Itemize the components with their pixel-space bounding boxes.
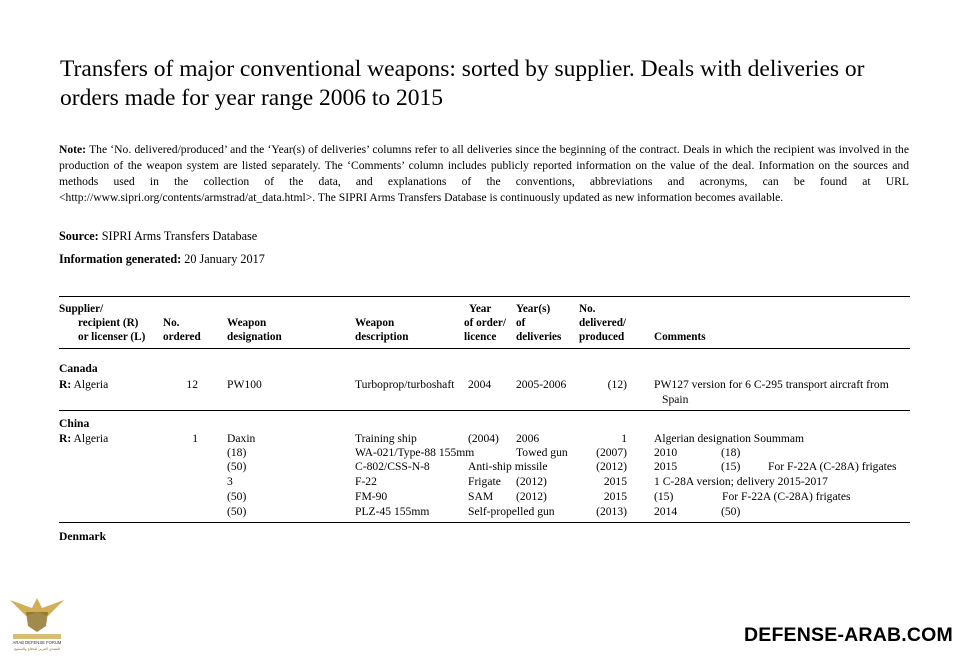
header-description-2: description <box>355 331 409 343</box>
header-order-year-2: of order/ <box>464 317 506 329</box>
comment-cell: Algerian designation Soummam <box>654 432 805 445</box>
row4-description: Frigate <box>468 475 501 488</box>
note-paragraph <box>59 142 909 206</box>
row2-delivery-years: 2010 <box>654 446 678 459</box>
recipient-prefix: R: <box>59 378 72 391</box>
ordered-cell: 12 <box>186 378 198 391</box>
row5-designation: FM-90 <box>355 490 388 503</box>
row5-comment: For F-22A (C-28A) frigates <box>722 490 851 503</box>
header-order-year-1: Year <box>469 303 492 315</box>
header-delivered-2: delivered/ <box>579 317 627 329</box>
source-value: SIPRI Arms Transfers Database <box>101 229 258 243</box>
row2-ordered: (18) <box>227 446 247 459</box>
delivery-years-cell: 2006 <box>516 432 540 445</box>
ordered-cell: 1 <box>192 432 198 445</box>
comment-cell: PW127 version for 6 C-295 transport aircraft from <box>654 378 889 391</box>
svg-text:ARAB DEFENSE FORUM: ARAB DEFENSE FORUM <box>12 640 62 645</box>
generated-value: 20 January 2017 <box>184 252 265 266</box>
row5-description: SAM <box>468 490 494 503</box>
supplier-name: Canada <box>59 362 98 375</box>
delivery-years-cell: 2005-2006 <box>516 378 567 391</box>
header-delivery-years-2: of <box>516 317 526 329</box>
row4-designation: F-22 <box>355 475 377 488</box>
row6-delivered: (50) <box>721 505 741 518</box>
comment-cell-continued: Spain <box>662 393 689 406</box>
header-designation-1: Weapon <box>227 317 267 329</box>
designation-cell: Daxin <box>227 432 256 445</box>
note-text: The ‘No. delivered/produced’ and the ‘Year(s) of deliveries’ columns refer to all deliveries since the beginning of the contract. Deals in which the recipient was involved in the production of the weapon system are listed separately. The ‘Comments’ column includes publicly reported information on the value of the deal. Information on the sources and methods used in the collection of the data, and explanations of the conventions, abbreviations and acronyms, can be found at URL <http://www.sipri.org/contents/armstrad/at_data.html>. The SIPRI Arms Transfers Database is continuously updated as new information becomes available. <box>59 143 909 205</box>
row6-description: Self-propelled gun <box>468 505 555 518</box>
row6-ordered: (50) <box>227 505 247 518</box>
row6-order-year: (2013) <box>596 505 627 518</box>
section-rule-canada <box>59 410 910 411</box>
row5-ordered: (50) <box>227 490 247 503</box>
table-header-rule <box>59 348 910 349</box>
row3-ordered: (50) <box>227 460 247 473</box>
header-delivery-years-3: deliveries <box>516 331 562 343</box>
header-supplier-3: or licenser (L) <box>78 331 146 343</box>
designation-cell: PW100 <box>227 378 262 391</box>
row3-delivery-years: 2015 <box>654 460 678 473</box>
header-delivered-1: No. <box>579 303 596 315</box>
section-rule-china <box>59 522 910 523</box>
recipient-prefix: R: <box>59 432 72 445</box>
row3-delivered: (15) <box>721 460 741 473</box>
row2-designation: WA-021/Type-88 155mm <box>355 446 475 459</box>
header-ordered-1: No. <box>163 317 180 329</box>
eagle-shield-icon <box>8 590 66 652</box>
header-designation-2: designation <box>227 331 282 343</box>
row6-designation: PLZ-45 155mm <box>355 505 430 518</box>
header-delivery-years-1: Year(s) <box>516 303 551 315</box>
order-year-cell: 2004 <box>468 378 492 391</box>
forum-logo <box>8 590 66 652</box>
source-line <box>59 229 257 244</box>
row2-order-year: (2007) <box>596 446 627 459</box>
header-comments: Comments <box>654 331 706 343</box>
row2-delivered: (18) <box>721 446 741 459</box>
row4-delivery-years: 2015 <box>603 475 627 488</box>
row2-description: Towed gun <box>516 446 568 459</box>
watermark-brand: DEFENSE-ARAB.COM <box>743 624 953 646</box>
row3-description: Anti-ship missile <box>468 460 548 473</box>
header-description-1: Weapon <box>355 317 395 329</box>
svg-text:المنتدى العربي للدفاع والتسليح: المنتدى العربي للدفاع والتسليح <box>13 647 61 651</box>
supplier-name: China <box>59 417 90 430</box>
row4-comment: 1 C-28A version; delivery 2015-2017 <box>654 475 828 488</box>
source-label: Source: <box>59 229 99 243</box>
row4-order-year: (2012) <box>516 475 547 488</box>
row3-comment: For F-22A (C-28A) frigates <box>768 460 897 473</box>
table-top-rule <box>59 296 910 297</box>
row5-delivery-years: 2015 <box>603 490 627 503</box>
header-delivered-3: produced <box>579 331 625 343</box>
delivered-cell: 1 <box>621 432 627 445</box>
description-cell: Turboprop/turboshaft <box>355 378 455 391</box>
row5-order-year: (2012) <box>516 490 547 503</box>
note-label: Note: <box>59 143 87 156</box>
recipient-name: Algeria <box>73 378 109 391</box>
delivered-cell: (12) <box>607 378 627 391</box>
recipient-cell <box>59 378 108 392</box>
recipient-name: Algeria <box>73 432 109 445</box>
row5-delivered: (15) <box>654 490 674 503</box>
order-year-cell: (2004) <box>468 432 499 445</box>
header-supplier-1: Supplier/ <box>59 303 104 315</box>
generated-line <box>59 252 265 267</box>
recipient-cell <box>59 432 108 446</box>
header-supplier-2: recipient (R) <box>78 317 139 329</box>
row3-designation: C-802/CSS-N-8 <box>355 460 430 473</box>
header-order-year-3: licence <box>464 331 497 343</box>
page-title: Transfers of major conventional weapons: sorted by supplier. Deals with deliveries or orders made for year range 2006 to 2015 <box>60 56 865 111</box>
supplier-name-denmark: Denmark <box>59 530 107 543</box>
row3-order-year: (2012) <box>596 460 627 473</box>
description-cell: Training ship <box>355 432 417 445</box>
header-ordered-2: ordered <box>163 331 201 343</box>
generated-label: Information generated: <box>59 252 182 266</box>
row6-delivery-years: 2014 <box>654 505 678 518</box>
row4-ordered: 3 <box>227 475 233 488</box>
